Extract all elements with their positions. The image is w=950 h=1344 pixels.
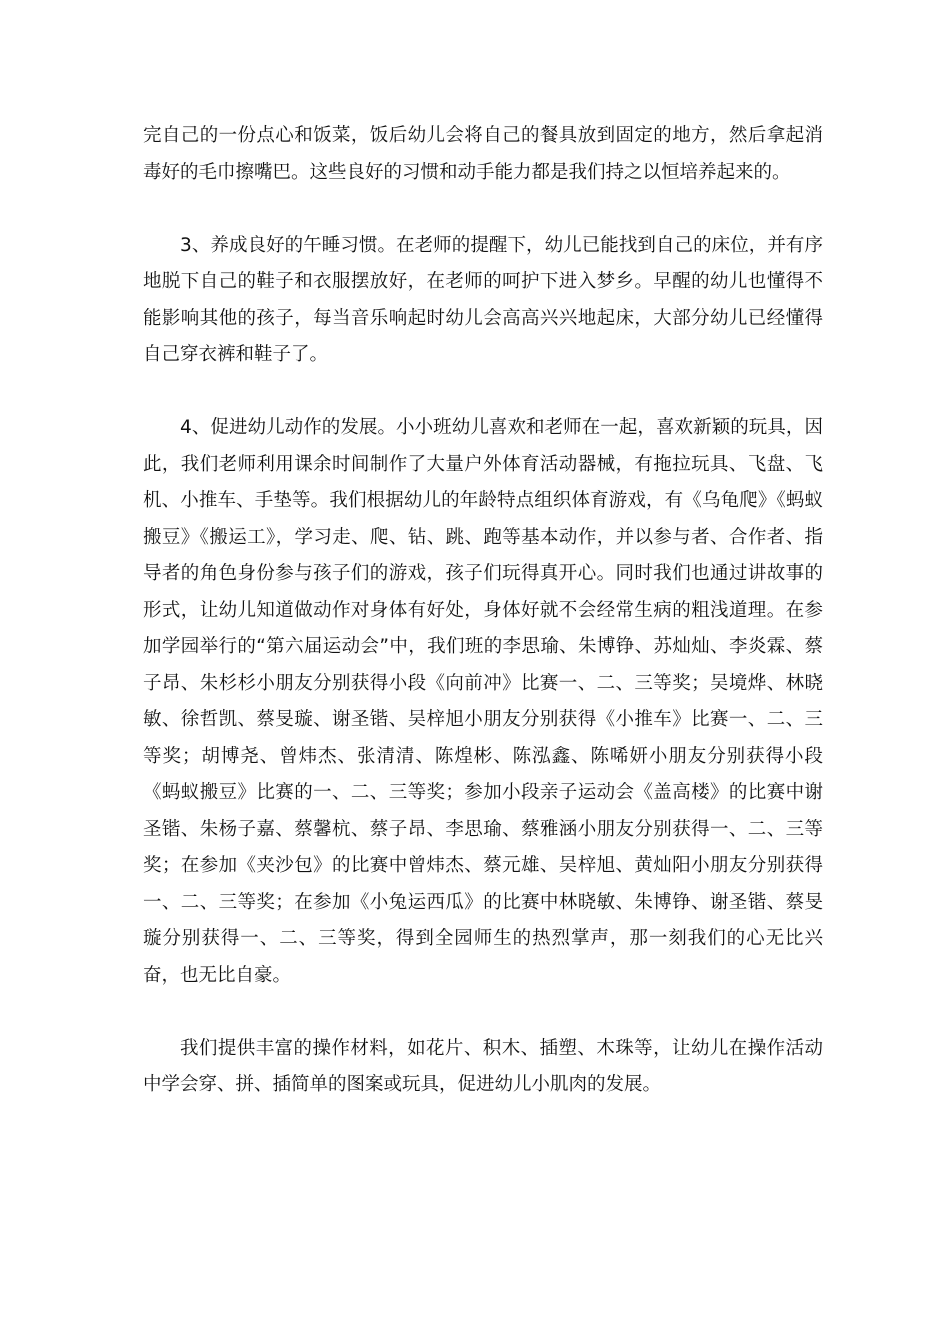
paragraph-continuation: 完自己的一份点心和饭菜，饭后幼儿会将自己的餐具放到固定的地方，然后拿起消毒好的毛巾擦嘴巴。这些良好的习惯和动手能力都是我们持之以恒培养起来的。 <box>143 125 823 183</box>
paragraph-gap <box>143 374 823 411</box>
document-body <box>143 118 823 1104</box>
paragraph-gap <box>143 191 823 228</box>
paragraph-gap <box>143 994 823 1031</box>
paragraph-motor-development: 4、促进幼儿动作的发展。小小班幼儿喜欢和老师在一起，喜欢新颖的玩具，因此，我们老师利用课余时间制作了大量户外体育活动器械，有拖拉玩具、飞盘、飞机、小推车、手垫等。我们根据幼儿的年龄特点组织体育游戏，有《乌龟爬》《蚂蚁搬豆》《搬运工》，学习走、爬、钻、跳、跑等基本动作，并以参与者、合作者、指导者的角色身份参与孩子们的游戏，孩子们玩得真开心。同时我们也通过讲故事的形式，让幼儿知道做动作对身体有好处，身体好就不会经常生病的粗浅道理。在参加学园举行的“第六届运动会”中，我们班的李思瑜、朱博铮、苏灿灿、李炎霖、蔡子昂、朱杉杉小朋友分别获得小段《向前冲》比赛一、二、三等奖；吴境烨、林晓敏、徐哲凯、蔡旻璇、谢圣锴、吴梓旭小朋友分别获得《小推车》比赛一、二、三等奖；胡博尧、曾炜杰、张清清、陈煌彬、陈泓鑫、陈唏妍小朋友分别获得小段《蚂蚁搬豆》比赛的一、二、三等奖；参加小段亲子运动会《盖高楼》的比赛中谢圣锴、朱杨子嘉、蔡馨杭、蔡子昂、李思瑜、蔡雅涵小朋友分别获得一、二、三等奖；在参加《夹沙包》的比赛中曾炜杰、蔡元雄、吴梓旭、黄灿阳小朋友分别获得一、二、三等奖；在参加《小兔运西瓜》的比赛中林晓敏、朱博铮、谢圣锴、蔡旻璇分别获得一、二、三等奖，得到全园师生的热烈掌声，那一刻我们的心无比兴奋，也无比自豪。 <box>143 417 823 986</box>
paragraph-operation-materials: 我们提供丰富的操作材料，如花片、积木、插塑、木珠等，让幼儿在操作活动中学会穿、拼、插简单的图案或玩具，促进幼儿小肌肉的发展。 <box>143 1037 823 1095</box>
paragraph-nap-habits: 3、养成良好的午睡习惯。在老师的提醒下，幼儿已能找到自己的床位，并有序地脱下自己的鞋子和衣服摆放好，在老师的呵护下进入梦乡。早醒的幼儿也懂得不能影响其他的孩子，每当音乐响起时幼儿会高高兴兴地起床，大部分幼儿已经懂得自己穿衣裤和鞋子了。 <box>143 234 823 365</box>
